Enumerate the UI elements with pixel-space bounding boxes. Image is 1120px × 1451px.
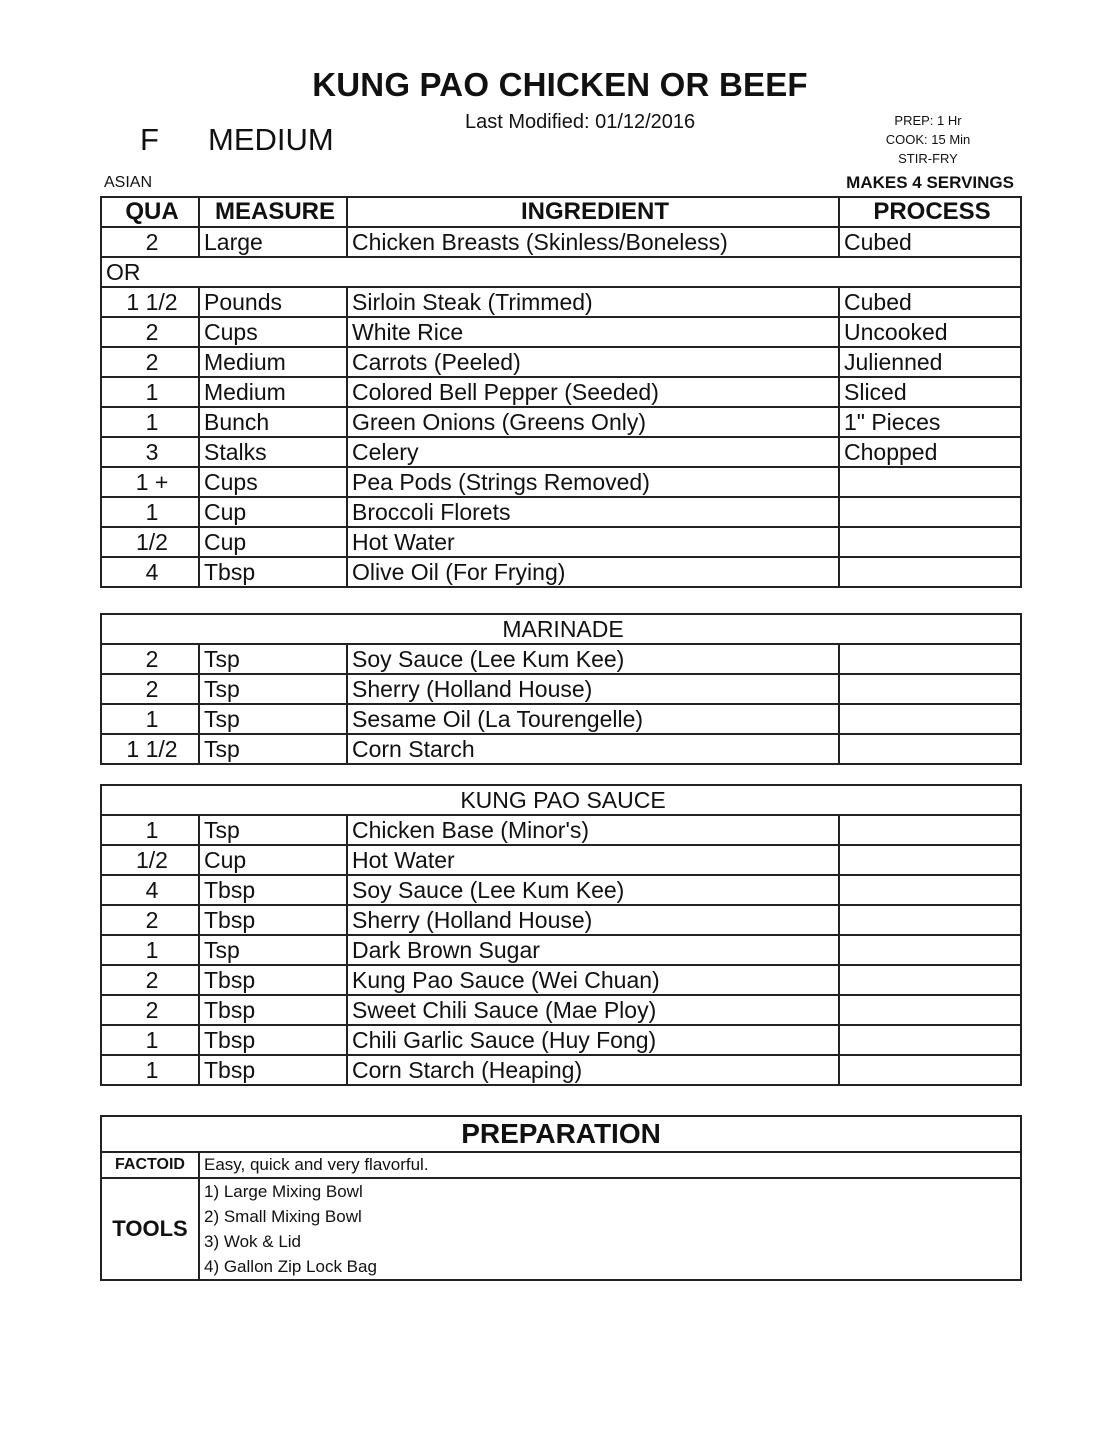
measure-cell: Cups: [199, 317, 347, 347]
ingredient-row: [101, 317, 1021, 347]
process-cell: [839, 734, 1021, 764]
process-cell: Uncooked: [839, 317, 1021, 347]
quantity-cell: 2: [101, 965, 199, 995]
process-cell: [839, 557, 1021, 587]
process-cell: [839, 935, 1021, 965]
process-cell: [839, 1055, 1021, 1085]
ingredient-cell: Dark Brown Sugar: [347, 935, 839, 965]
quantity-cell: 1: [101, 815, 199, 845]
quantity-cell: 4: [101, 557, 199, 587]
ingredient-cell: Celery: [347, 437, 839, 467]
tool-item: 2) Small Mixing Bowl: [204, 1207, 362, 1226]
measure-cell: Tbsp: [199, 1055, 347, 1085]
recipe-code: F: [140, 122, 159, 157]
ingredient-cell: Corn Starch (Heaping): [347, 1055, 839, 1085]
sauce-title: KUNG PAO SAUCE: [101, 785, 1021, 815]
process-cell: [839, 467, 1021, 497]
ingredient-row: [101, 815, 1021, 845]
process-cell: [839, 995, 1021, 1025]
factoid-text: Easy, quick and very flavorful.: [199, 1152, 1021, 1178]
quantity-cell: 2: [101, 674, 199, 704]
quantity-cell: 1: [101, 407, 199, 437]
ingredient-row: [101, 407, 1021, 437]
header-row: [101, 197, 1021, 227]
col-header-process: PROCESS: [839, 197, 1021, 227]
process-cell: [839, 704, 1021, 734]
quantity-cell: 2: [101, 644, 199, 674]
quantity-cell: 1 1/2: [101, 287, 199, 317]
measure-cell: Stalks: [199, 437, 347, 467]
ingredient-row: [101, 1025, 1021, 1055]
ingredient-cell: Hot Water: [347, 845, 839, 875]
ingredient-row: [101, 644, 1021, 674]
factoid-row: [101, 1152, 1021, 1178]
or-separator: OR: [101, 257, 1021, 287]
process-cell: Julienned: [839, 347, 1021, 377]
marinade-table: [100, 613, 1022, 765]
measure-cell: Tbsp: [199, 557, 347, 587]
measure-cell: Tsp: [199, 734, 347, 764]
quantity-cell: 1: [101, 704, 199, 734]
tools-row: [101, 1178, 1021, 1280]
ingredient-cell: Soy Sauce (Lee Kum Kee): [347, 644, 839, 674]
ingredient-row: [101, 965, 1021, 995]
ingredient-cell: Sherry (Holland House): [347, 905, 839, 935]
ingredient-row: [101, 527, 1021, 557]
quantity-cell: 3: [101, 437, 199, 467]
quantity-cell: 1/2: [101, 527, 199, 557]
ingredient-cell: Kung Pao Sauce (Wei Chuan): [347, 965, 839, 995]
ingredient-row: [101, 467, 1021, 497]
preparation-header-row: [101, 1116, 1021, 1152]
measure-cell: Tsp: [199, 815, 347, 845]
ingredient-row: [101, 734, 1021, 764]
measure-cell: Tsp: [199, 674, 347, 704]
measure-cell: Cup: [199, 845, 347, 875]
recipe-title: KUNG PAO CHICKEN OR BEEF: [312, 66, 808, 103]
tool-item: 1) Large Mixing Bowl: [204, 1182, 363, 1201]
quantity-cell: 2: [101, 995, 199, 1025]
or-separator-row: [101, 257, 1021, 287]
last-modified: Last Modified: 01/12/2016: [465, 111, 696, 133]
process-cell: [839, 815, 1021, 845]
tool-item: 3) Wok & Lid: [204, 1232, 302, 1251]
quantity-cell: 1 1/2: [101, 734, 199, 764]
ingredient-cell: Chicken Breasts (Skinless/Boneless): [347, 227, 839, 257]
ingredient-row: [101, 674, 1021, 704]
process-cell: Chopped: [839, 437, 1021, 467]
quantity-cell: 1: [101, 377, 199, 407]
factoid-label: FACTOID: [101, 1152, 199, 1178]
ingredient-row: [101, 875, 1021, 905]
quantity-cell: 2: [101, 227, 199, 257]
preparation-table: [100, 1115, 1022, 1281]
ingredient-cell: Chili Garlic Sauce (Huy Fong): [347, 1025, 839, 1055]
measure-cell: Tsp: [199, 935, 347, 965]
process-cell: [839, 644, 1021, 674]
servings-label: MAKES 4 SERVINGS: [846, 173, 1014, 192]
cook-time: COOK: 15 Min: [885, 132, 971, 147]
prep-time: PREP: 1 Hr: [894, 113, 962, 128]
process-cell: [839, 905, 1021, 935]
measure-cell: Bunch: [199, 407, 347, 437]
quantity-cell: 2: [101, 905, 199, 935]
ingredient-row: [101, 227, 1021, 257]
process-cell: [839, 965, 1021, 995]
measure-cell: Tbsp: [199, 965, 347, 995]
tool-item: 4) Gallon Zip Lock Bag: [204, 1257, 377, 1276]
ingredient-cell: Sherry (Holland House): [347, 674, 839, 704]
ingredient-row: [101, 287, 1021, 317]
quantity-cell: 2: [101, 317, 199, 347]
difficulty-level: MEDIUM: [208, 122, 334, 157]
measure-cell: Medium: [199, 347, 347, 377]
quantity-cell: 1/2: [101, 845, 199, 875]
ingredient-cell: Green Onions (Greens Only): [347, 407, 839, 437]
measure-cell: Pounds: [199, 287, 347, 317]
ingredient-row: [101, 497, 1021, 527]
section-header-row: [101, 785, 1021, 815]
col-header-ingredient: INGREDIENT: [347, 197, 839, 227]
tools-label: TOOLS: [101, 1178, 199, 1280]
measure-cell: Cup: [199, 527, 347, 557]
ingredient-cell: Carrots (Peeled): [347, 347, 839, 377]
ingredient-row: [101, 377, 1021, 407]
ingredient-cell: Hot Water: [347, 527, 839, 557]
ingredient-row: [101, 1055, 1021, 1085]
ingredient-cell: Sesame Oil (La Tourengelle): [347, 704, 839, 734]
ingredient-cell: Pea Pods (Strings Removed): [347, 467, 839, 497]
timing-info: [870, 111, 986, 168]
process-cell: [839, 845, 1021, 875]
ingredient-row: [101, 935, 1021, 965]
quantity-cell: 1: [101, 1055, 199, 1085]
ingredient-row: [101, 347, 1021, 377]
cook-method: STIR-FRY: [898, 151, 958, 166]
ingredients-table: [100, 196, 1022, 588]
ingredient-cell: Corn Starch: [347, 734, 839, 764]
quantity-cell: 1 +: [101, 467, 199, 497]
process-cell: Cubed: [839, 287, 1021, 317]
tools-list: [199, 1178, 1021, 1280]
ingredient-row: [101, 437, 1021, 467]
ingredient-cell: Soy Sauce (Lee Kum Kee): [347, 875, 839, 905]
section-header-row: [101, 614, 1021, 644]
measure-cell: Medium: [199, 377, 347, 407]
process-cell: Cubed: [839, 227, 1021, 257]
process-cell: [839, 1025, 1021, 1055]
ingredient-row: [101, 704, 1021, 734]
ingredient-cell: Sweet Chili Sauce (Mae Ploy): [347, 995, 839, 1025]
measure-cell: Cups: [199, 467, 347, 497]
measure-cell: Tbsp: [199, 905, 347, 935]
measure-cell: Tbsp: [199, 995, 347, 1025]
sauce-table: [100, 784, 1022, 1086]
quantity-cell: 2: [101, 347, 199, 377]
ingredient-row: [101, 845, 1021, 875]
ingredient-cell: White Rice: [347, 317, 839, 347]
measure-cell: Cup: [199, 497, 347, 527]
cuisine-label: ASIAN: [104, 174, 153, 191]
quantity-cell: 1: [101, 497, 199, 527]
preparation-title: PREPARATION: [101, 1116, 1021, 1152]
ingredient-cell: Broccoli Florets: [347, 497, 839, 527]
quantity-cell: 1: [101, 935, 199, 965]
ingredient-row: [101, 557, 1021, 587]
ingredient-cell: Sirloin Steak (Trimmed): [347, 287, 839, 317]
measure-cell: Large: [199, 227, 347, 257]
col-header-qty: QUA: [101, 197, 199, 227]
ingredient-row: [101, 995, 1021, 1025]
process-cell: Sliced: [839, 377, 1021, 407]
process-cell: 1" Pieces: [839, 407, 1021, 437]
col-header-measure: MEASURE: [199, 197, 347, 227]
process-cell: [839, 527, 1021, 557]
process-cell: [839, 674, 1021, 704]
ingredient-cell: Olive Oil (For Frying): [347, 557, 839, 587]
quantity-cell: 1: [101, 1025, 199, 1055]
measure-cell: Tsp: [199, 644, 347, 674]
measure-cell: Tbsp: [199, 875, 347, 905]
measure-cell: Tbsp: [199, 1025, 347, 1055]
process-cell: [839, 875, 1021, 905]
quantity-cell: 4: [101, 875, 199, 905]
ingredient-row: [101, 905, 1021, 935]
marinade-title: MARINADE: [101, 614, 1021, 644]
process-cell: [839, 497, 1021, 527]
ingredient-cell: Chicken Base (Minor's): [347, 815, 839, 845]
ingredient-cell: Colored Bell Pepper (Seeded): [347, 377, 839, 407]
measure-cell: Tsp: [199, 704, 347, 734]
